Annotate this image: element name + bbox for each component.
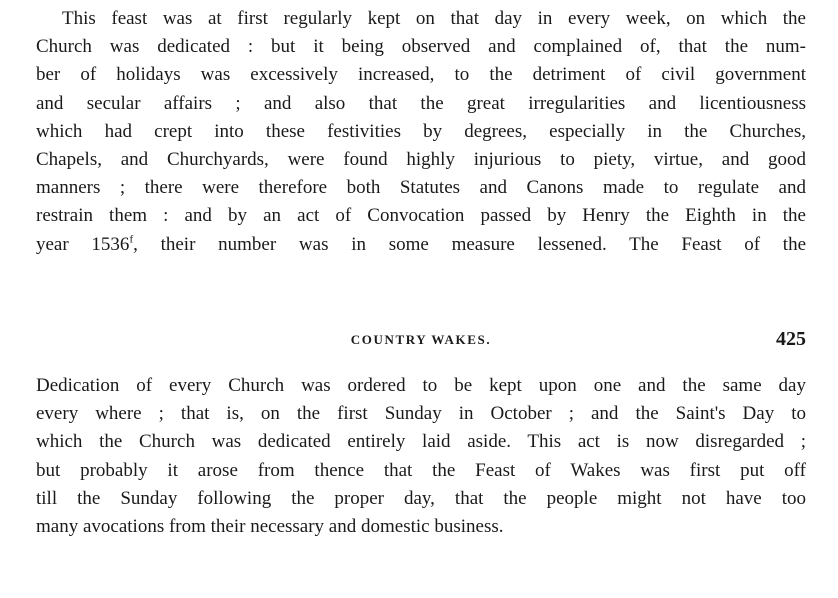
page-number: 425: [776, 328, 806, 350]
paragraph-line: This feast was at first regularly kept on that day in every week, on which the: [62, 8, 806, 29]
paragraph-line: till the Sunday following the proper day, that the people might not have too: [36, 487, 806, 509]
top-paragraph: [36, 5, 806, 259]
paragraph-line: which had crept into these festivities by degrees, especially in the Churches,: [36, 120, 806, 142]
paragraph-line: Church was dedicated : but it being observed and complained of, that the num-: [36, 36, 806, 58]
paragraph-line: restrain them : and by an act of Convocation passed by Henry the Eighth in the: [36, 205, 806, 227]
footnote-mark[interactable]: f: [129, 233, 134, 246]
running-title: COUNTRY WAKES.: [350, 332, 492, 347]
paragraph-line-with-footnote: [36, 231, 806, 259]
paragraph-line: but probably it arose from thence that the Feast of Wakes was first put off: [36, 459, 806, 481]
line-text-after-footnote: , their number was in some measure lessened. The Feast of the: [133, 233, 806, 255]
paragraph-line: every where ; that is, on the first Sunday in October ; and the Saint's Day to: [36, 403, 806, 425]
bottom-paragraph: [36, 372, 806, 541]
paragraph-line: and secular affairs ; and also that the great irregularities and licentiousness: [36, 92, 806, 114]
paragraph-line: many avocations from their necessary and domestic business.: [36, 515, 504, 537]
paragraph-line: Dedication of every Church was ordered to be kept upon one and the same day: [36, 375, 806, 396]
paragraph-line: manners ; there were therefore both Statutes and Canons made to regulate and: [36, 177, 806, 199]
paragraph-line: which the Church was dedicated entirely laid aside. This act is now disregarded ;: [36, 431, 806, 453]
running-head: [36, 330, 806, 354]
paragraph-line: Chapels, and Churchyards, were found highly injurious to piety, virtue, and good: [36, 148, 806, 170]
paragraph-line: ber of holidays was excessively increased, to the detriment of civil government: [36, 64, 806, 86]
line-text-before-footnote: year 1536: [36, 233, 130, 255]
